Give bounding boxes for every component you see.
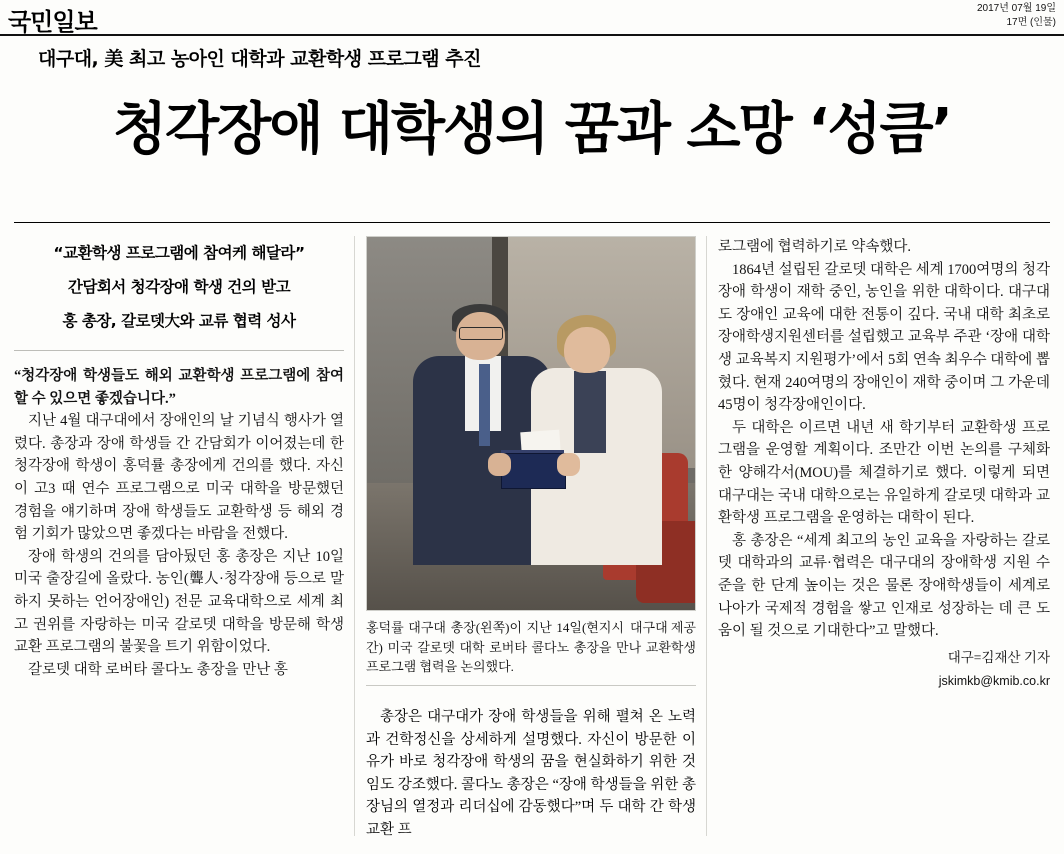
- paragraph: 장애 학생의 건의를 담아뒀던 홍 총장은 지난 10일 미국 출장길에 올랐다. 농인(聾人·청각장애 등으로 말하지 못하는 언어장애인) 전문 교육대학으로 세계 최고 권위를 자랑하는 미국 갈로뎃 대학을 방문해 학생 교환 프로그램의 불꽃을 트기 위함이었다.: [14, 548, 344, 656]
- column-divider-2: [706, 236, 707, 836]
- article-kicker: 대구대, 美 최고 농아인 대학과 교환학생 프로그램 추진: [38, 48, 481, 70]
- photo-caption-text: 홍덕률 대구대 총장(왼쪽)이 지난 14일(현지시간) 미국 갈로뎃 대학 로버타 콜다노 총장을 만나 교환학생 프로그램 협력을 논의했다.: [366, 620, 696, 674]
- headline-divider: [14, 222, 1050, 223]
- newspaper-logo: 국민일보: [8, 7, 97, 36]
- page-number: 17면 (인물): [1006, 17, 1056, 28]
- column-left: [14, 236, 344, 681]
- article-headline: 청각장애 대학생의 꿈과 소망 ‘성큼’: [113, 97, 951, 162]
- photo-credit: 대구대 제공: [629, 620, 696, 635]
- paragraph: 홍 총장은 “세계 최고의 농인 교육을 자랑하는 갈로뎃 대학과의 교류·협력은 대구대의 장애학생 지원 수준을 한 단계 높이는 것은 물론 장애학생들이 세계로 나아가 국제적 경험을 쌓고 인재로 성장하는 데 큰 도움이 될 것으로 기대한다”고 말했다.: [718, 532, 1050, 640]
- photo-caption: [366, 618, 696, 677]
- paragraph: 두 대학은 이르면 내년 새 학기부터 교환학생 프로그램을 운영할 계획이다. 조만간 이번 논의를 구체화한 양해각서(MOU)를 체결하기로 했다. 이렇게 되면 대구대는 국내 대학으로는 유일하게 갈로뎃 대학과 교환학생 프로그램을 운영하는 대학이 된다.: [718, 419, 1050, 527]
- masthead-meta: [977, 2, 1056, 30]
- reporter-email[interactable]: jskimkb@kmib.co.kr: [938, 674, 1050, 689]
- deck-line-3: 홍 총장, 갈로뎃大와 교류 협력 성사: [62, 312, 296, 330]
- publication-date: 2017년 07월 19일: [976, 3, 1056, 14]
- masthead: [0, 0, 1064, 36]
- column-right: [718, 236, 1050, 693]
- article-deck: [14, 236, 344, 338]
- caption-divider: [366, 685, 696, 686]
- deck-line-2: 간담회서 청각장애 학생 건의 받고: [67, 278, 291, 296]
- paragraph: 1864년 설립된 갈로뎃 대학은 세계 1700여명의 청각장애 학생이 재학 중인, 농인을 위한 대학이다. 대구대도 장애인 교육에 대한 전통이 깊다. 국내 대학 최초로 장애학생지원센터를 설립했고 교육부 주관 ‘장애 대학생 교육복지 지원평가’에서 5회 연속 최우수 대학에 뽑혔다. 현재 240여명의 장애인이 재학 중이며 그 가운데 45명이 청각장애인이다.: [718, 261, 1050, 414]
- article-photo-block: [366, 236, 696, 686]
- paragraph: 지난 4월 대구대에서 장애인의 날 기념식 행사가 열렸다. 총장과 장애 학생들 간 간담회가 이어졌는데 한 청각장애 학생이 홍덕률 총장에게 건의를 했다. 자신이 고3 때 연수 프로그램으로 미국 대학을 방문했던 경험을 얘기하며 장애 학생들도 교환학생 등 해외 경험 기회가 많았으면 좋겠다는 바람을 전했다.: [14, 413, 344, 543]
- deck-divider: [14, 350, 344, 351]
- article-photo: [366, 236, 696, 611]
- article-lead: “청각장애 학생들도 해외 교환학생 프로그램에 참여할 수 있으면 좋겠습니다.”: [14, 368, 344, 407]
- deck-line-1: “교환학생 프로그램에 참여케 해달라”: [53, 244, 305, 262]
- column-middle: [366, 706, 696, 842]
- paragraph: 총장은 대구대가 장애 학생들을 위해 펼쳐 온 노력과 건학정신을 상세하게 설명했다. 자신이 방문한 이유가 바로 청각장애 학생의 꿈을 현실화하기 위한 것임도 강조했다. 콜다노 총장은 “장애 학생들을 위한 총장님의 열정과 리더십에 감동했다”며 두 대학 간 학생 교환 프: [366, 709, 696, 838]
- column-divider-1: [354, 236, 355, 836]
- article-byline: 대구=김재산 기자: [947, 649, 1050, 665]
- paragraph: 갈로뎃 대학 로버타 콜다노 총장을 만난 홍: [28, 661, 288, 678]
- paragraph: 로그램에 협력하기로 약속했다.: [718, 239, 911, 255]
